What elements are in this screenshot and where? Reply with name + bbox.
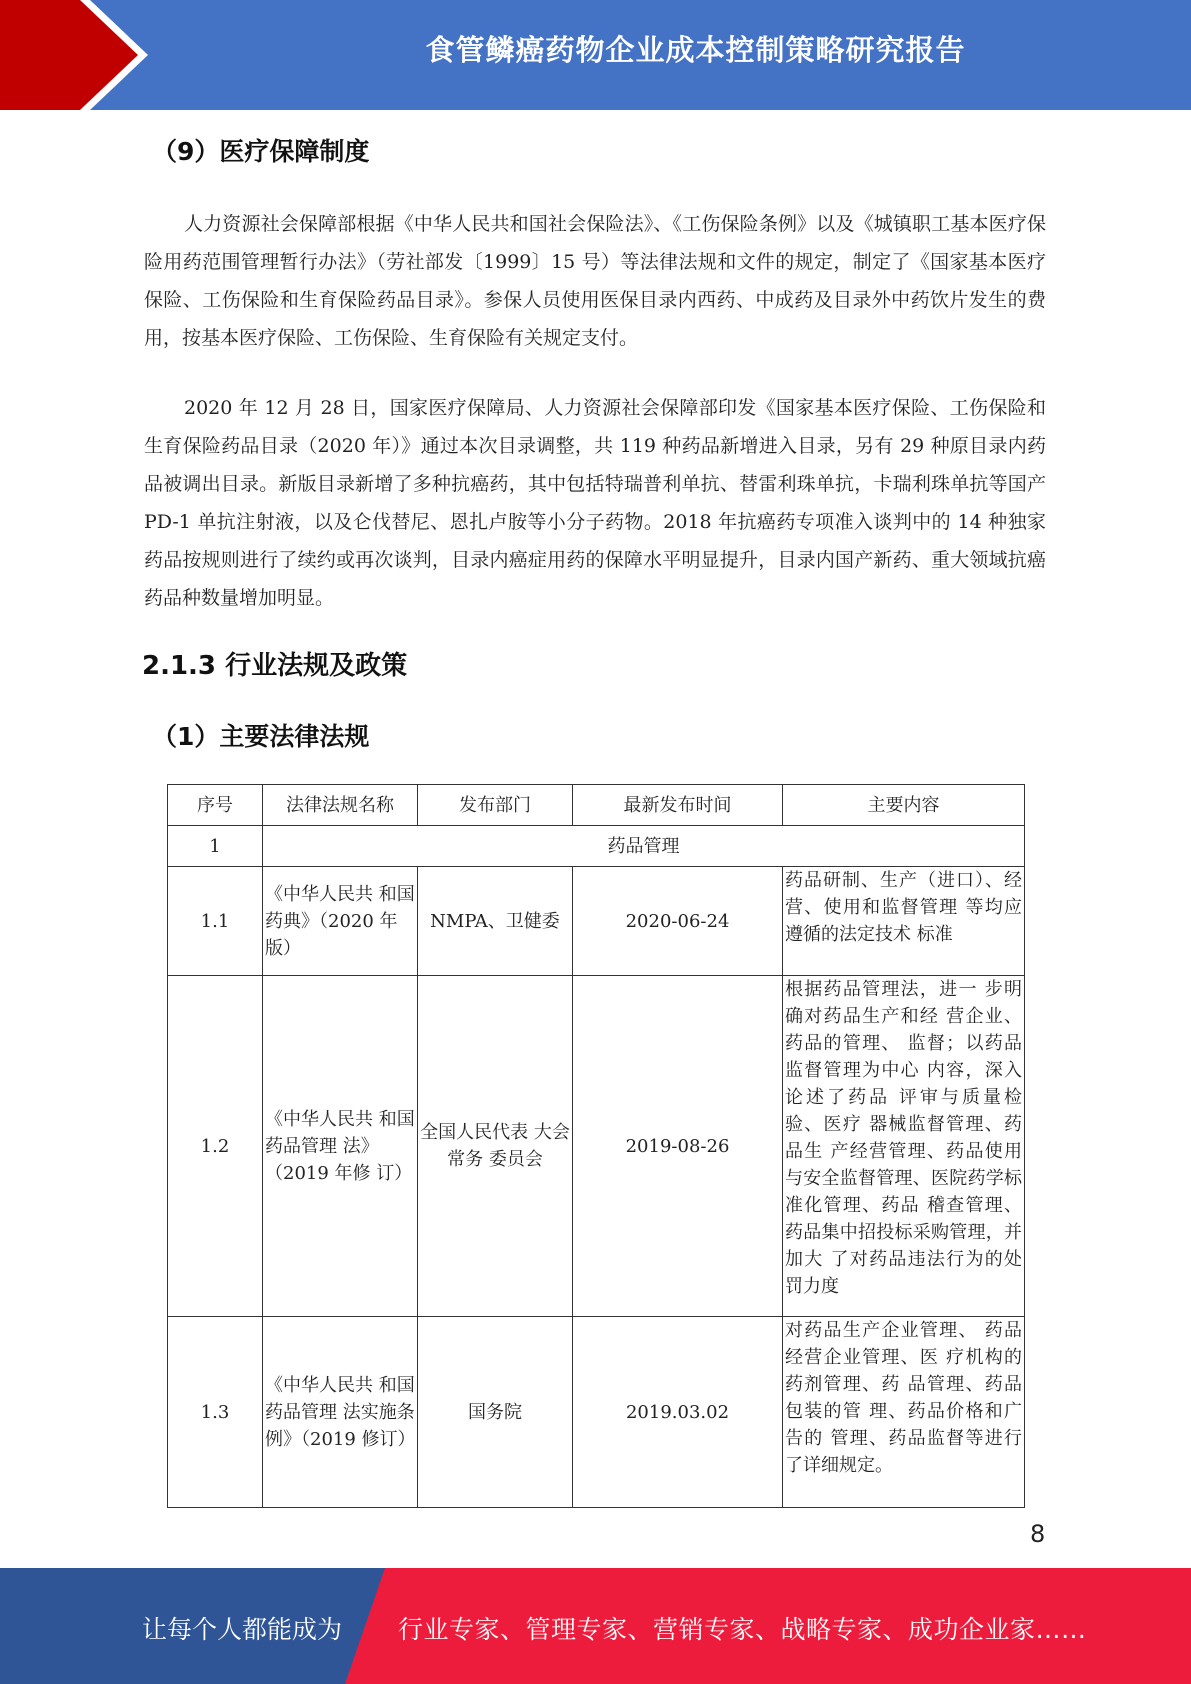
row-name: 《中华人民共 和国药典》（2020 年版） — [263, 867, 418, 976]
report-title: 食管鳞癌药物企业成本控制策略研究报告 — [425, 33, 966, 67]
paragraph-medical-security-2: 2020 年 12 月 28 日，国家医疗保障局、人力资源社会保障部印发《国家基本医疗保险、工伤保险和生育保险药品目录（2020 年）》通过本次目录调整，共 119 种药品新增进入目录，另有 29 种原目录内药品被调出目录。新版目录新增了多种抗癌药，其中包括特瑞普利单抗、替雷利珠单抗，卡瑞利珠单抗等国产 PD-1 单抗注射液，以及仑伐替尼、恩扎卢胺等小分子药物。2018 年抗癌药专项准入谈判中的 14 种独家药品按规则进行了续约或再次谈判，目录内癌症用药的保障水平明显提升，目录内国产新药、重大领域抗癌药品种数量增加明显。 — [144, 397, 1046, 609]
page-header — [0, 0, 1191, 110]
row-num: 1.1 — [168, 867, 263, 976]
row-content-text: 根据药品管理法，进一 步明确对药品生产和经 营企业、药品的管理、 监督；以药品监督管理为中心 内容，深入论述了药品 评审与质量检验、医疗 器械监督管理、药品生 产经营管理、药品使用 与安全监督管理、医院药学标准化管理、药品 稽查管理、药品集中招投标采购管理，并加大 了对药品违法行为的处 罚力度 — [785, 979, 1022, 1297]
row-date: 2020-06-24 — [573, 867, 783, 976]
row-num: 1.2 — [168, 976, 263, 1317]
row-dept: NMPA、卫健委 — [418, 867, 573, 976]
row-content: 药品研制、生产（进口）、经营、使用和监督管理 等均应遵循的法定技术 标准 — [783, 867, 1025, 976]
laws-table-container — [160, 780, 1040, 1512]
paragraph-medical-security-1: 人力资源社会保障部根据《中华人民共和国社会保险法》、《工伤保险条例》以及《城镇职工基本医疗保险用药范围管理暂行办法》（劳社部发〔1999〕15 号）等法律法规和文件的规定，制定了《国家基本医疗保险、工伤保险和生育保险药品目录》。参保人员使用医保目录内西药、中成药及目录外中药饮片发生的费用，按基本医疗保险、工伤保险、生育保险有关规定支付。 — [144, 213, 1046, 349]
table-header-row — [168, 785, 1025, 826]
row-date: 2019.03.02 — [573, 1317, 783, 1508]
group-label: 药品管理 — [263, 826, 1025, 867]
table-row — [168, 867, 1025, 976]
row-name: 《中华人民共 和国药品管理 法》（2019 年修 订） — [263, 976, 418, 1317]
table-group-row — [168, 826, 1025, 867]
header-cell-content: 主要内容 — [783, 785, 1025, 826]
row-dept: 全国人民代表 大会常务 委员会 — [418, 976, 573, 1317]
section-heading-main-laws: （1）主要法律法规 — [152, 722, 370, 751]
laws-table — [167, 784, 1025, 1508]
page-number: 8 — [1030, 1520, 1046, 1548]
footer-slogan-right: 行业专家、管理专家、营销专家、战略专家、成功企业家…… — [398, 1615, 1087, 1644]
row-num: 1.3 — [168, 1317, 263, 1508]
header-cell-name: 法律法规名称 — [263, 785, 418, 826]
table-row — [168, 1317, 1025, 1508]
row-name: 《中华人民共 和国药品管理 法实施条例》（2019 修订） — [263, 1317, 418, 1508]
row-dept: 国务院 — [418, 1317, 573, 1508]
section-heading-regulations: 2.1.3 行业法规及政策 — [142, 651, 408, 681]
row-content: 对药品生产企业管理、 药品经营企业管理、医 疗机构的药剂管理、药 品管理、药品包装的管 理、药品价格和广告的 管理、药品监督等进行 了详细规定。 — [783, 1317, 1025, 1508]
header-cell-date: 最新发布时间 — [573, 785, 783, 826]
header-red-chevron — [0, 0, 150, 110]
table-row — [168, 976, 1025, 1317]
header-cell-dept: 发布部门 — [418, 785, 573, 826]
row-content — [783, 976, 1025, 1317]
footer-slogan-left: 让每个人都能成为 — [142, 1615, 343, 1644]
group-num: 1 — [168, 826, 263, 867]
row-date: 2019-08-26 — [573, 976, 783, 1317]
section-heading-medical-security: （9）医疗保障制度 — [152, 137, 370, 166]
header-cell-num: 序号 — [168, 785, 263, 826]
